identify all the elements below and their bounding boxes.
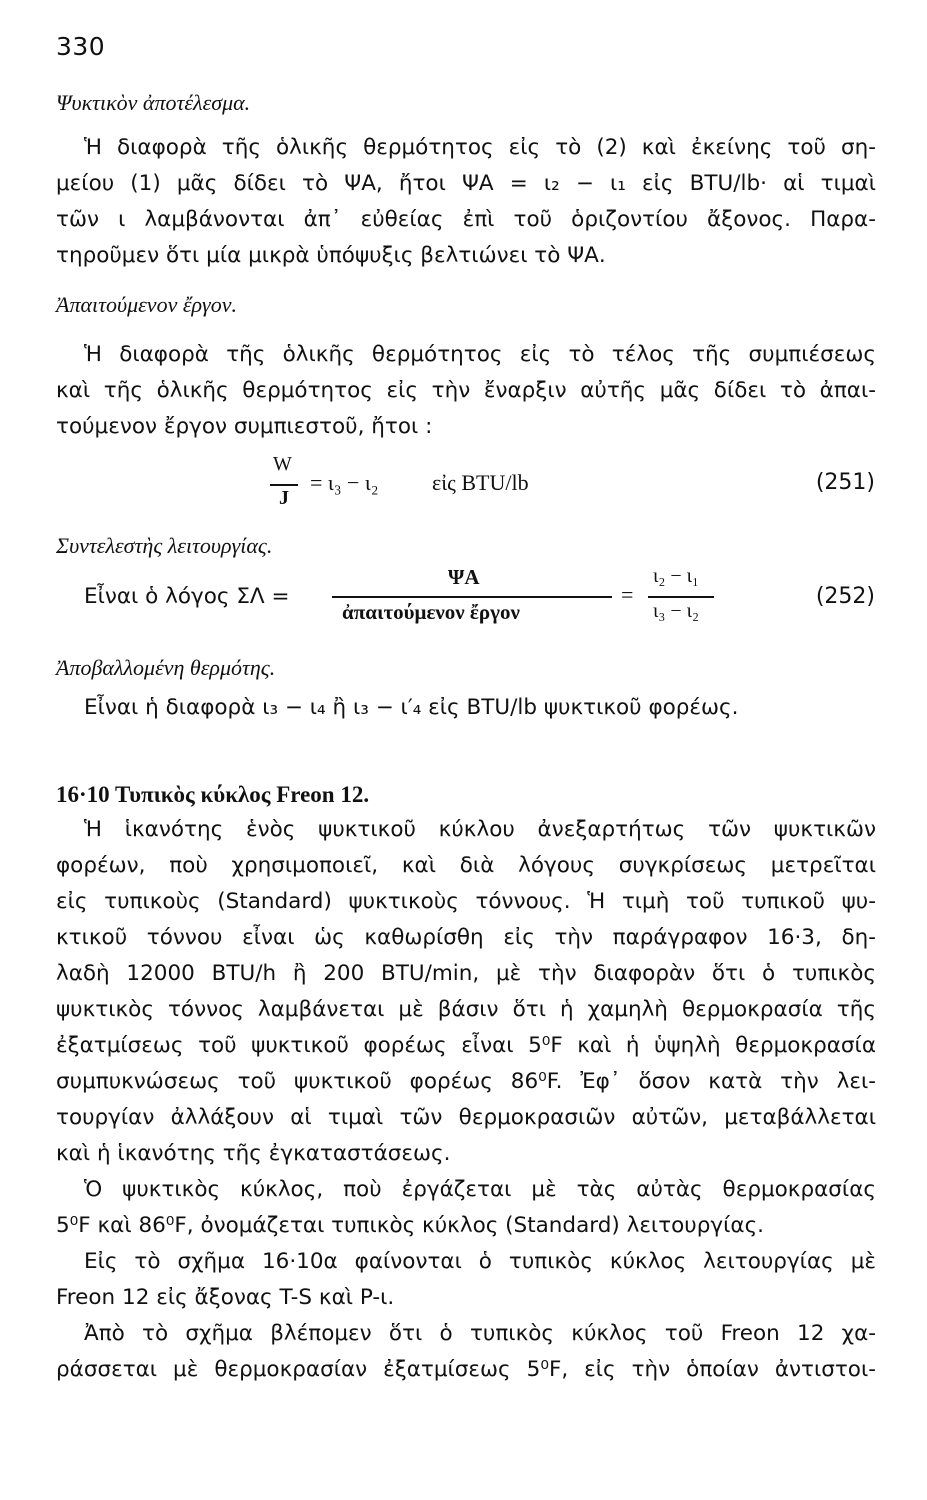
section-heading-cooling-effect: Ψυκτικὸν ἀποτέλεσμα. [56, 90, 251, 115]
equation-rhs: = ι₃ − ι₂ [310, 470, 379, 495]
text-line: Εἶναι ἡ διαφορὰ ι₃ − ι₄ ἢ ι₃ − ι′₄ εἰς BTU/lb ψυκτικοῦ φορέως. [84, 695, 739, 720]
text-line: ἐξατμίσεως τοῦ ψυκτικοῦ φορέως εἶναι 5⁰F καὶ ἡ ὑψηλὴ θερμοκρασία [56, 1033, 876, 1058]
fraction-bar [270, 484, 298, 486]
text-line: συμπυκνώσεως τοῦ ψυκτικοῦ φορέως 86⁰F. Ἐφ᾽ ὅσον κατὰ τὴν λει- [56, 1069, 876, 1094]
standard-cycle-paragraph-2 [56, 1172, 876, 1244]
equals-sign: = [621, 582, 634, 607]
equation-lead: Εἶναι ὁ λόγος ΣΛ = [84, 584, 290, 609]
text-line: καὶ τῆς ὁλικῆς θερμότητος εἰς τὴν ἔναρξιν αὐτῆς μᾶς δίδει τὸ ἀπαι- [56, 378, 876, 403]
text-line: εἰς τυπικοὺς (Standard) ψυκτικοὺς τόννους. Ἡ τιμὴ τοῦ τυπικοῦ ψυ- [56, 889, 876, 914]
text-line: τῶν ι λαμβάνονται ἀπ᾽ εὐθείας ἐπὶ τοῦ ὁριζοντίου ἄξονος. Παρα- [56, 207, 876, 232]
text-line: Freon 12 εἰς ἄξονας T-S καὶ P-ι. [56, 1285, 395, 1310]
equation-number: (252) [815, 584, 875, 609]
section-heading-rejected-heat: Ἀποβαλλομένη θερμότης. [56, 655, 276, 680]
cooling-effect-paragraph [56, 130, 876, 274]
standard-cycle-paragraph-1 [56, 812, 876, 1172]
text-line: 5⁰F καὶ 86⁰F, ὀνομάζεται τυπικὸς κύκλος (Standard) λειτουργίας. [56, 1213, 765, 1238]
rejected-heat-line [56, 690, 876, 726]
text-line: Ἡ ἱκανότης ἑνὸς ψυκτικοῦ κύκλου ἀνεξαρτήτως τῶν ψυκτικῶν [84, 817, 876, 842]
text-line: φορέων, ποὺ χρησιμοποιεῖ, καὶ διὰ λόγους συγκρίσεως μετρεῖται [56, 853, 876, 878]
equation-number: (251) [815, 470, 875, 495]
text-line: λαδὴ 12000 BTU/h ἢ 200 BTU/min, μὲ τὴν διαφορὰν ὅτι ὁ τυπικὸς [56, 961, 876, 986]
required-work-paragraph [56, 337, 876, 445]
text-line: Ὁ ψυκτικὸς κύκλος, ποὺ ἐργάζεται μὲ τὰς αὐτὰς θερμοκρασίας [84, 1177, 876, 1202]
fraction-bar [648, 596, 714, 598]
section-heading-required-work: Ἀπαιτούμενον ἔργον. [56, 292, 237, 317]
text-line: Ἡ διαφορὰ τῆς ὁλικῆς θερμότητος εἰς τὸ τέλος τῆς συμπιέσεως [84, 342, 876, 367]
equation-units: εἰς BTU/lb [432, 470, 529, 495]
text-line: ψυκτικὸς τόννος λαμβάνεται μὲ βάσιν ὅτι ἡ χαμηλὴ θερμοκρασία τῆς [56, 997, 876, 1022]
text-line: Ἡ διαφορὰ τῆς ὁλικῆς θερμότητος εἰς τὸ (2) καὶ ἐκείνης τοῦ ση- [84, 135, 876, 160]
text-line: τουργίαν ἀλλάξουν αἱ τιμαὶ τῶν θερμοκρασιῶν αὐτῶν, μεταβάλλεται [56, 1105, 876, 1130]
section-title-standard-cycle: 16·10 Τυπικὸς κύκλος Freon 12. [56, 782, 370, 807]
text-line: Ἀπὸ τὸ σχῆμα βλέπομεν ὅτι ὁ τυπικὸς κύκλος τοῦ Freon 12 χα- [84, 1321, 876, 1346]
section-heading-performance-coefficient: Συντελεστὴς λειτουργίας. [56, 533, 273, 558]
page-number: 330 [56, 32, 106, 61]
text-line: Εἰς τὸ σχῆμα 16·10α φαίνονται ὁ τυπικὸς κύκλος λειτουργίας μὲ [84, 1249, 876, 1274]
fraction-bar [332, 596, 612, 598]
text-line: καὶ ἡ ἱκανότης τῆς ἐγκαταστάσεως. [56, 1141, 451, 1166]
equation-numerator: W [273, 453, 292, 475]
fraction-denominator: ἀπαιτούμενον ἔργον [342, 600, 520, 624]
standard-cycle-paragraph-3 [56, 1244, 876, 1316]
fraction-numerator: ι₂ − ι₁ [653, 565, 699, 587]
equation-denominator: J [279, 487, 289, 509]
text-line: ράσσεται μὲ θερμοκρασίαν ἐξατμίσεως 5⁰F, εἰς τὴν ὁποίαν ἀντιστοι- [56, 1357, 876, 1382]
text-line: τηροῦμεν ὅτι μία μικρὰ ὑπόψυξις βελτιώνει τὸ ΨΑ. [56, 243, 606, 268]
fraction-denominator: ι₃ − ι₂ [653, 600, 699, 622]
text-line: μείου (1) μᾶς δίδει τὸ ΨΑ, ἤτοι ΨΑ = ι₂ − ι₁ εἰς BTU/lb· αἱ τιμαὶ [56, 171, 876, 196]
text-line: τούμενον ἔργον συμπιεστοῦ, ἤτοι : [56, 414, 433, 439]
fraction-numerator: ΨΑ [448, 565, 480, 589]
standard-cycle-paragraph-4 [56, 1316, 876, 1388]
text-line: κτικοῦ τόννου εἶναι ὡς καθωρίσθη εἰς τὴν παράγραφον 16·3, δη- [56, 925, 876, 950]
